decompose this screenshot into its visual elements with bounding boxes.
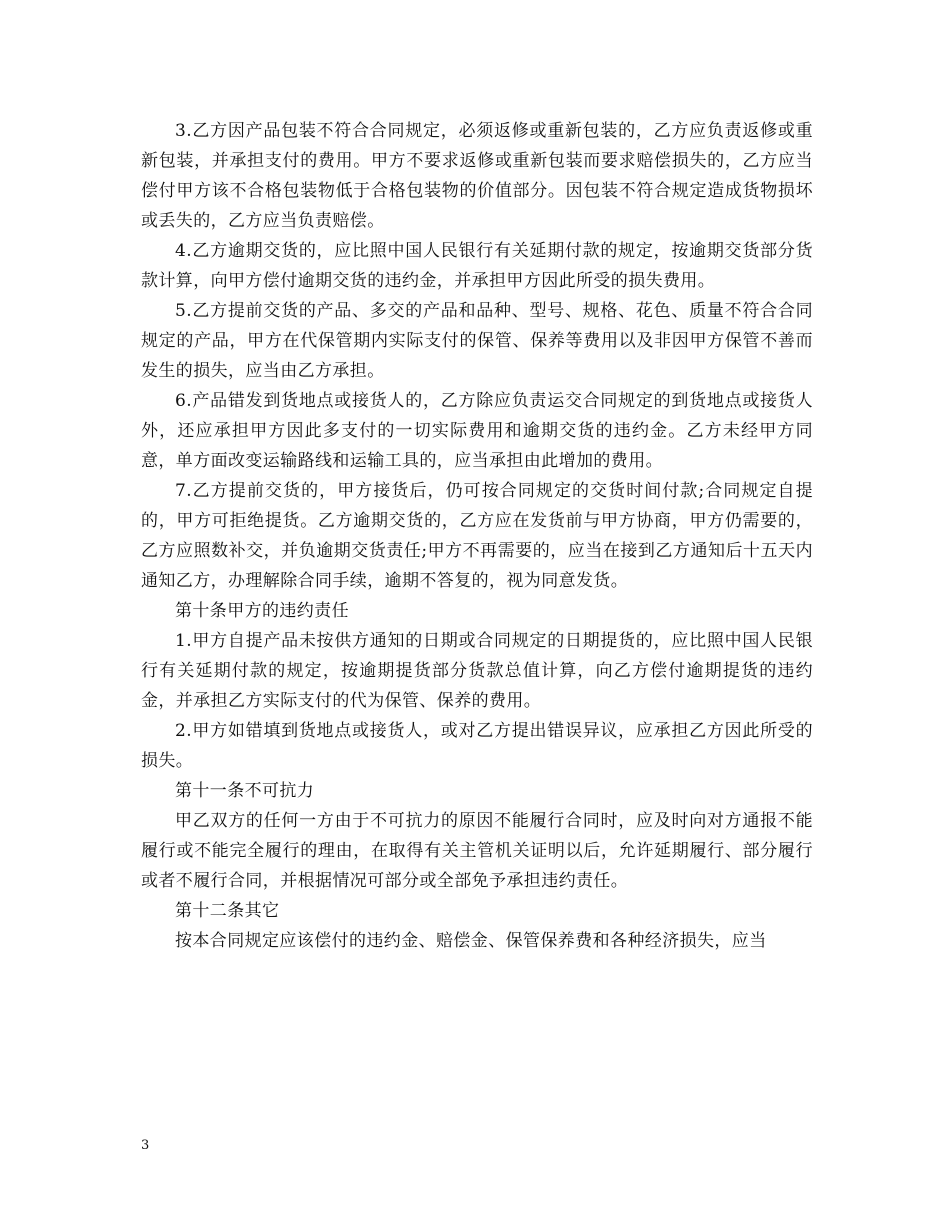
- page-number: 3: [141, 1138, 150, 1153]
- document-body: [141, 116, 813, 956]
- clause-7-delivery-time: 7.乙方提前交货的，甲方接货后，仍可按合同规定的交货时间付款;合同规定自提的，甲方可拒绝提货。乙方逾期交货的，乙方应在发货前与甲方协商，甲方仍需要的，乙方应照数补交，并负逾期交货责任;甲方不再需要的，应当在接到乙方通知后十五天内通知乙方，办理解除合同手续，逾期不答复的，视为同意发货。: [141, 481, 813, 591]
- article-10-clause-1: 1.甲方自提产品未按供方通知的日期或合同规定的日期提货的，应比照中国人民银行有关延期付款的规定，按逾期提货部分货款总值计算，向乙方偿付逾期提货的违约金，并承担乙方实际支付的代为保管、保养的费用。: [141, 631, 813, 711]
- clause-6-wrong-shipment: 6.产品错发到货地点或接货人的，乙方除应负责运交合同规定的到货地点或接货人外，还应承担甲方因此多支付的一切实际费用和逾期交货的违约金。乙方未经甲方同意，单方面改变运输路线和运输工具的，应当承担由此增加的费用。: [141, 391, 813, 471]
- article-12-heading: 第十二条其它: [175, 901, 280, 921]
- clause-3-packaging: 3.乙方因产品包装不符合合同规定，必须返修或重新包装的，乙方应负责返修或重新包装，并承担支付的费用。甲方不要求返修或重新包装而要求赔偿损失的，乙方应当偿付甲方该不合格包装物低于合格包装物的价值部分。因包装不符合规定造成货物损坏或丢失的，乙方应当负责赔偿。: [141, 121, 813, 231]
- article-12-body: 按本合同规定应该偿付的违约金、赔偿金、保管保养费和各种经济损失，应当: [175, 931, 767, 951]
- clause-4-late-delivery: 4.乙方逾期交货的，应比照中国人民银行有关延期付款的规定，按逾期交货部分货款计算，向甲方偿付逾期交货的违约金，并承担甲方因此所受的损失费用。: [141, 241, 813, 291]
- article-10-clause-2: 2.甲方如错填到货地点或接货人，或对乙方提出错误异议，应承担乙方因此所受的损失。: [141, 721, 813, 771]
- clause-5-early-delivery: 5.乙方提前交货的产品、多交的产品和品种、型号、规格、花色、质量不符合合同规定的产品，甲方在代保管期内实际支付的保管、保养等费用以及非因甲方保管不善而发生的损失，应当由乙方承担。: [141, 301, 813, 381]
- article-11-heading: 第十一条不可抗力: [175, 781, 315, 801]
- article-11-body: 甲乙双方的任何一方由于不可抗力的原因不能履行合同时，应及时向对方通报不能履行或不能完全履行的理由，在取得有关主管机关证明以后，允许延期履行、部分履行或者不履行合同，并根据情况可部分或全部免予承担违约责任。: [141, 811, 813, 891]
- article-10-heading: 第十条甲方的违约责任: [175, 601, 349, 621]
